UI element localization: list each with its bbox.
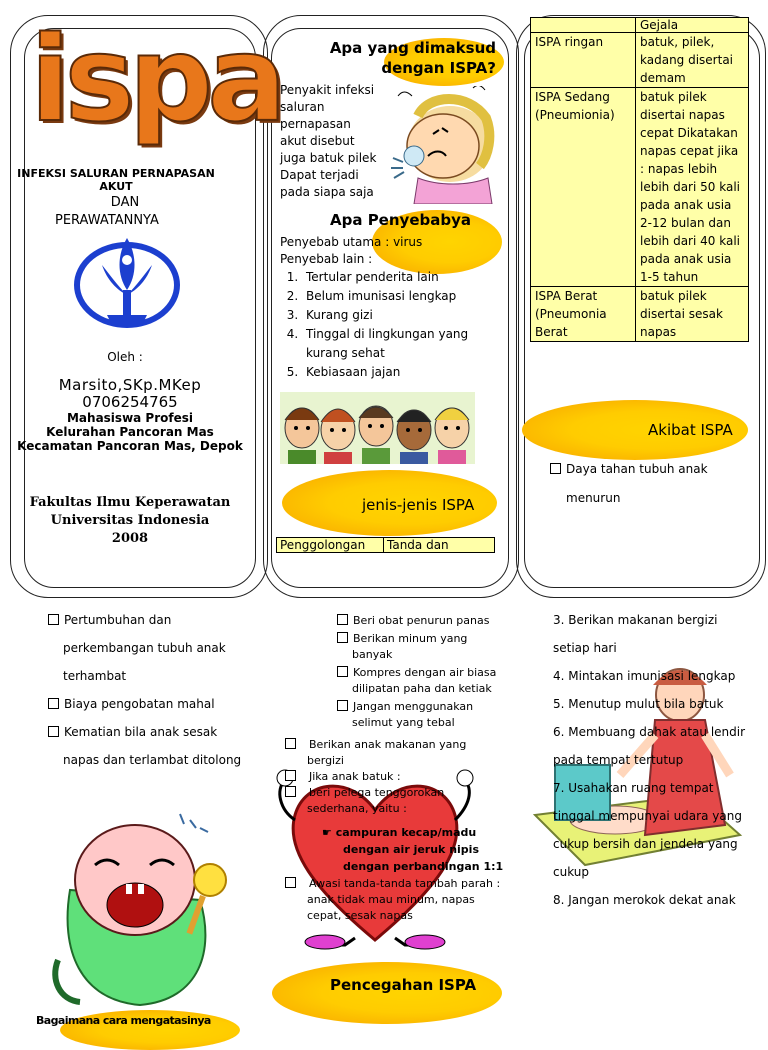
author-name: Marsito,SKp.MKep bbox=[58, 376, 202, 394]
subtitle-line2: AKUT bbox=[99, 180, 133, 193]
bottom-left-heading: Bagaimana cara mengatasinya bbox=[36, 1014, 211, 1027]
bottom-right-list bbox=[553, 606, 763, 914]
bottom-middle-list2 bbox=[285, 737, 485, 817]
list-item-cont: perkembangan tubuh anak bbox=[63, 641, 226, 655]
author-place2: Kecamatan Pancoran Mas, Depok bbox=[17, 439, 243, 453]
list-item bbox=[48, 606, 258, 634]
list-item bbox=[337, 665, 507, 697]
types-table-header bbox=[276, 537, 495, 553]
gejala-table-header: Gejala bbox=[636, 18, 749, 33]
effect-label: Daya tahan tubuh anak bbox=[566, 462, 708, 476]
list-item: 3. Berikan makanan bergizi bbox=[553, 613, 718, 627]
checkbox-icon bbox=[285, 786, 296, 797]
list-item bbox=[337, 631, 507, 663]
cause-item: 5. Kebiasaan jajan bbox=[302, 363, 486, 382]
author-role: Mahasiswa Profesi bbox=[66, 411, 193, 425]
list-item: pada tempat tertutup bbox=[553, 753, 684, 767]
list-item: 5. Menutup mulut bila batuk bbox=[553, 697, 724, 711]
bottom-middle-list bbox=[337, 613, 507, 731]
faculty: Fakultas Ilmu Keperawatan bbox=[29, 495, 231, 510]
subtitle-perawatan: PERAWATANNYA bbox=[55, 213, 159, 228]
subtitle-line1: INFEKSI SALURAN PERNAPASAN bbox=[17, 167, 215, 180]
warning-text: Awasi tanda-tanda tambah parah : anak tidak mau minum, napas cepat, sesak napas bbox=[307, 877, 501, 922]
list-item-text: Jika anak batuk : bbox=[309, 770, 401, 783]
cause-item: 3. Kurang gizi bbox=[302, 306, 486, 325]
recipe-line: ☛ campuran kecap/madu bbox=[322, 826, 477, 839]
list-item-text: Beri obat penurun panas bbox=[353, 614, 490, 627]
table-cell-type: ISPA Sedang (Pneumionia) bbox=[531, 88, 636, 287]
types-table-col1: Penggolongan bbox=[277, 538, 384, 553]
list-item-text: Berikan minum yang banyak bbox=[352, 632, 468, 661]
checkbox-icon bbox=[337, 666, 348, 677]
university: Universitas Indonesia bbox=[50, 513, 210, 528]
definition-line: pernapasan bbox=[280, 117, 351, 131]
recipe-list bbox=[322, 824, 503, 875]
author-phone: 0706254765 bbox=[82, 393, 178, 411]
list-item: setiap hari bbox=[553, 641, 617, 655]
definition-line: akut disebut bbox=[280, 134, 355, 148]
list-item-cont: terhambat bbox=[63, 669, 127, 683]
list-item: 7. Usahakan ruang tempat bbox=[553, 781, 714, 795]
checkbox-icon bbox=[285, 877, 296, 888]
heading-effects: Akibat ISPA bbox=[648, 421, 733, 439]
subtitle bbox=[16, 167, 216, 193]
heading-what bbox=[300, 38, 496, 78]
main-cause: Penyebab utama : virus bbox=[280, 235, 423, 249]
table-row bbox=[531, 88, 749, 287]
list-item-cont: napas dan terlambat ditolong bbox=[63, 753, 242, 767]
warning-item bbox=[285, 876, 507, 924]
university-emblem-icon bbox=[72, 230, 182, 335]
definition-line: Dapat terjadi bbox=[280, 168, 359, 182]
by-label: Oleh : bbox=[107, 350, 143, 364]
causes-list bbox=[276, 268, 486, 382]
list-item bbox=[48, 690, 258, 718]
sneezing-child-illustration bbox=[388, 86, 498, 204]
list-item: 8. Jangan merokok dekat anak bbox=[553, 893, 736, 907]
recipe-line: dengan perbandingan 1:1 bbox=[343, 860, 504, 873]
children-faces-illustration bbox=[280, 392, 475, 464]
table-cell-type: ISPA Berat (Pneumonia Berat bbox=[531, 287, 636, 342]
table-row bbox=[531, 33, 749, 88]
gejala-table bbox=[530, 17, 749, 342]
table-cell-symptoms: batuk, pilek, kadang disertai demam bbox=[636, 33, 749, 88]
definition-text bbox=[280, 82, 395, 201]
author-place1: Kelurahan Pancoran Mas bbox=[46, 425, 214, 439]
list-item-text: Berikan anak makanan yang bergizi bbox=[307, 738, 467, 767]
crying-baby-illustration bbox=[40, 810, 230, 1010]
table-cell-symptoms: batuk pilek disertai napas cepat Dikatakan napas cepat jika : napas lebih lebih dari 50 kali pada anak usia 2-12 bulan dan lebih dari 40 kali pada anak usia 1-5 tahun bbox=[636, 88, 749, 287]
list-item: cukup bbox=[553, 865, 590, 879]
list-item-text: beri pelega tenggorokan sederhana, yaitu : bbox=[307, 786, 445, 815]
list-item-text: Kematian bila anak sesak bbox=[64, 725, 218, 739]
list-item bbox=[337, 613, 507, 629]
list-item bbox=[285, 785, 485, 817]
cause-item: 2. Belum imunisasi lengkap bbox=[302, 287, 486, 306]
checkbox-icon bbox=[337, 700, 348, 711]
heading-what-line2: dengan ISPA? bbox=[381, 59, 496, 77]
list-item bbox=[285, 737, 485, 769]
effect-continued: menurun bbox=[566, 491, 621, 505]
heading-cause: Apa Penyebabya bbox=[330, 211, 471, 229]
checkbox-icon bbox=[337, 614, 348, 625]
list-item: 4. Mintakan imunisasi lengkap bbox=[553, 669, 736, 683]
table-cell-type: ISPA ringan bbox=[531, 33, 636, 88]
cause-item: 1. Tertular penderita lain bbox=[302, 268, 486, 287]
definition-line: juga batuk pilek bbox=[280, 151, 377, 165]
list-item: 6. Membuang dahak atau lendir bbox=[553, 725, 746, 739]
list-item bbox=[285, 769, 485, 785]
hand-pointer-icon: ☛ bbox=[322, 826, 336, 839]
table-row bbox=[531, 287, 749, 342]
subtitle-dan: DAN bbox=[110, 195, 140, 210]
checkbox-icon bbox=[337, 632, 348, 643]
definition-line: pada siapa saja bbox=[280, 185, 374, 199]
list-item-text: Kompres dengan air biasa dilipatan paha dan ketiak bbox=[352, 666, 497, 695]
effect-item bbox=[550, 455, 750, 483]
ispa-logo-text: ispa bbox=[30, 10, 281, 148]
heading-types: jenis-jenis ISPA bbox=[362, 496, 475, 514]
list-item: cukup bersih dan jendela yang bbox=[553, 837, 738, 851]
list-item-text: Jangan menggunakan selimut yang tebal bbox=[352, 700, 474, 729]
bottom-left-list bbox=[48, 606, 258, 774]
checkbox-icon bbox=[48, 698, 59, 709]
gejala-table-empty bbox=[531, 18, 636, 33]
checkbox-icon bbox=[285, 770, 296, 781]
definition-line: Penyakit infeksi bbox=[280, 83, 375, 97]
cause-item: 4. Tinggal di lingkungan yang kurang sehat bbox=[302, 325, 486, 363]
definition-line: saluran bbox=[280, 100, 325, 114]
list-item bbox=[337, 699, 507, 731]
checkbox-icon bbox=[48, 614, 59, 625]
checkbox-icon bbox=[550, 463, 561, 474]
list-item-text: Biaya pengobatan mahal bbox=[64, 697, 215, 711]
table-cell-symptoms: batuk pilek disertai sesak napas bbox=[636, 287, 749, 342]
checkbox-icon bbox=[285, 738, 296, 749]
list-item-text: Pertumbuhan dan bbox=[64, 613, 172, 627]
list-item bbox=[48, 718, 258, 746]
heading-what-line1: Apa yang dimaksud bbox=[329, 39, 496, 57]
year: 2008 bbox=[111, 531, 149, 546]
heading-prevention: Pencegahan ISPA bbox=[330, 976, 477, 994]
list-item: tinggal mempunyai udara yang bbox=[553, 809, 742, 823]
checkbox-icon bbox=[48, 726, 59, 737]
other-cause: Penyebab lain : bbox=[280, 252, 373, 266]
types-table-col2: Tanda dan bbox=[384, 538, 495, 553]
recipe-line: dengan air jeruk nipis bbox=[343, 843, 479, 856]
